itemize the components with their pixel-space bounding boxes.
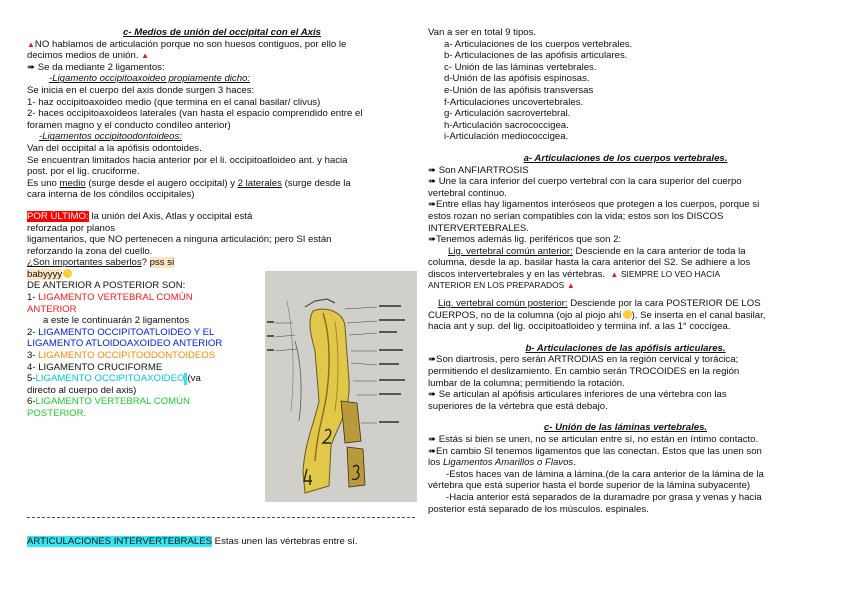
anterior-posterior-line: DE ANTERIOR A POSTERIOR SON:: [27, 280, 186, 292]
b-line: superiores de la vértebra que está debajo.: [428, 400, 608, 412]
a-ligament2-line: CUERPOS, no de la columna (ojo al piojo ahí ). Se inserta en el canal basilar,: [428, 309, 766, 321]
b-line: permitiendo el deslizamiento. En cambio serán TROCOIDES en la región: [428, 366, 740, 378]
a-ligament1: Lig. vertebral común anterior: Desciende en la cara anterior de toda la: [448, 245, 746, 257]
a-line: ➠ Une la cara inferior del cuerpo vertebral con la cara superior del cuerpo: [428, 176, 742, 188]
warning-triangle-icon: ▲: [27, 39, 35, 49]
anatomy-photo: [265, 271, 417, 502]
ligament1-line: Se inicia en el cuerpo del axis donde surgen 3 haces:: [27, 84, 255, 96]
a-ligament1-line: columna, desde la ap. basilar hasta la cara anterior del S2. Se adhiere a los: [428, 257, 751, 269]
ligament2-heading: -Ligamentos occipitoodontoideos:: [39, 131, 182, 143]
type-item: a- Articulaciones de los cuerpos vertebrales.: [444, 38, 633, 50]
a-ligament1-line: ANTERIOR EN LOS PREPARADOS ▲: [428, 280, 575, 291]
a-ligament2: Lig. vertebral común posterior: Desciende por la cara POSTERIOR DE LOS: [438, 298, 761, 310]
ligament-list-item-4: 4- LIGAMENTO CRUCIFORME: [27, 361, 163, 373]
ligament-list-item-1: 1- LIGAMENTO VERTEBRAL COMÚN: [27, 292, 193, 304]
type-item: c- Unión de las láminas vertebrales.: [444, 61, 597, 73]
surprised-emoji-icon: [623, 310, 632, 319]
a-line: vertebral continuo.: [428, 187, 507, 199]
a-ligament2-line: hacia ant y sup. del lig. occipitoatloideo y termina inf. a las 1° coccígea.: [428, 321, 731, 333]
b-line: ➠ Se articulan al apófisis articulares inferiores de una vértebra con las: [428, 389, 727, 401]
ligament-list-item-2-cont: LIGAMENTO ATLOIDOAXOIDEO ANTERIOR: [27, 338, 223, 350]
continuaran-line: a este le continuarán 2 ligamentos: [43, 315, 190, 327]
ligament2-line: Van del occipital a la apófisis odontoides.: [27, 142, 202, 154]
por-ultimo-paragraph: POR ÚLTIMO: la unión del Axis, Atlas y occipital está reforzada por planos: [27, 210, 253, 234]
type-item: g- Articulación sacrovertebral.: [444, 108, 571, 120]
ligament1-line: 1- haz occipitoaxoideo medio (que termina en el canal basilar/ clivus): [27, 96, 321, 108]
section-title-a: a- Articulaciones de los cuerpos vertebrales.: [523, 152, 728, 164]
ligament1-line: 2- haces occipitoaxoideos laterales (van hasta el espacio comprendido entre el: [27, 108, 363, 120]
por-ultimo-line: reforzando la zona del cuello.: [27, 245, 153, 257]
type-item: h-Articulación sacrococcigea.: [444, 119, 569, 131]
por-ultimo-line: ligamentarios, que NO pertenecen a ninguna articulación; pero SI están: [27, 234, 332, 246]
arrow-icon: ➠: [428, 234, 437, 246]
c-line: -Hacia anterior está separados de la duramadre por grasa y venas y hacia: [446, 491, 762, 503]
se-da-line: ➠ Se da mediante 2 ligamentos:: [27, 61, 165, 73]
articulaciones-intervertebrales-line: ARTICULACIONES INTERVERTEBRALES Estas unen las vértebras entre sí.: [27, 536, 358, 547]
es-uno-paragraph: Es uno medio (surge desde el augero occipital) y 2 laterales (surge desde la cara interna de los cóndilos occipitales): [27, 177, 351, 201]
section-title-occipital-axis: c- Medios de unión del occipital con el Axis: [123, 27, 321, 38]
type-item: d-Unión de las apófisis espinosas.: [444, 73, 590, 85]
c-line: posterior está separado de los músculos. espinales.: [428, 503, 649, 515]
warning-triangle-icon: ▲: [566, 281, 575, 291]
ligament1-line: foramen magno y el conducto condíleo anterior): [27, 119, 231, 131]
por-ultimo-highlight: POR ÚLTIMO:: [27, 210, 89, 222]
a-ligament1-line: discos intervertebrales y en las vértebras. ▲ SIEMPRE LO VEO HACIA: [428, 268, 721, 280]
question-line: ¿Son importantes saberlos? pss si: [27, 257, 175, 269]
articulaciones-highlight: ARTICULACIONES INTERVERTEBRALES: [27, 536, 212, 547]
arrow-icon: ➠: [27, 61, 36, 73]
a-line: ➠Entre ellas hay ligamentos interóseos que protegen a los cuerpos, porque si: [428, 199, 760, 211]
c-line: ➠ Estás si bien se unen, no se articulan entre sí, no están en íntimo contacto.: [428, 434, 759, 445]
arrow-icon: ➠: [428, 445, 437, 457]
ligament2-line: Se encuentran limitados hacia anterior por el li. occipitoatloideo ant. y hacia: [27, 154, 348, 166]
warning-triangle-icon: ▲: [141, 51, 150, 61]
ligament1-heading: -Ligamento occipitoaxoideo propiamente dicho:: [49, 73, 251, 85]
type-item: b- Articulaciones de las apófisis articulares.: [444, 50, 628, 62]
type-item: i-Articulación mediococcigea.: [444, 131, 569, 143]
a-line: ➠ Son ANFIARTROSIS: [428, 164, 529, 176]
arrow-icon: ➠: [428, 389, 437, 401]
section-divider: [27, 517, 415, 518]
c-line: los Ligamentos Amarillos o Flavos.: [428, 457, 576, 469]
arrow-icon: ➠: [428, 176, 437, 188]
a-line: INTERVERTEBRALES.: [428, 222, 529, 234]
ligament2-line: post. por el lig. cruciforme.: [27, 166, 140, 178]
ligament-list-item-1-cont: ANTERIOR: [27, 303, 77, 315]
ligament-list-item-6-cont: POSTERIOR.: [27, 408, 87, 419]
b-line: lumbar de la columna; permitiendo la rotación.: [428, 377, 625, 389]
ligament-list-item-6: 6-LIGAMENTO VERTEBRAL COMÚN: [27, 396, 190, 408]
c-line: vértebra que está superior hasta el borde superior de la lámina subyacente): [428, 480, 751, 492]
b-line: ➠Son diartrosis, pero serán ARTRODIAS en la región cervical y torácica;: [428, 354, 739, 366]
section-title-c: c- Unión de las láminas vertebrales.: [543, 422, 708, 434]
babyyyy-line: babyyyy: [27, 269, 417, 281]
arrow-icon: ➠: [428, 199, 437, 211]
arrow-icon: ➠: [428, 354, 437, 366]
arrow-icon: ➠: [428, 434, 437, 445]
c-line: -Estos haces van de lámina a lámina.(de la cara anterior de la lámina de la: [446, 468, 764, 480]
ligament-list-item-3: 3- LIGAMENTO OCCIPITOODONTOIDEOS: [27, 350, 216, 362]
arrow-icon: ➠: [428, 164, 437, 176]
ligament-list-item-2: 2- LIGAMENTO OCCIPITOATLOIDEO Y EL: [27, 326, 215, 338]
a-line: ➠Tenemos además lig. periféricos que son 2:: [428, 234, 622, 246]
spine-illustration: [265, 271, 417, 502]
type-item: e-Unión de las apófisis transversas: [444, 84, 594, 96]
right-column: [428, 27, 823, 515]
types-intro: Van a ser en total 9 tipos.: [428, 27, 537, 38]
intro-paragraph: ▲NO hablamos de articulación porque no son huesos contiguos, por ello le decimos medios de unión. ▲: [27, 38, 347, 62]
c-line: ➠En cambio SI tenemos ligamentos que las conectan. Estos que las unen son: [428, 445, 762, 457]
smirk-emoji-icon: [63, 269, 72, 278]
ligament-list-item-5-cont: directo al cuerpo del axis): [27, 384, 137, 396]
section-title-b: b- Articulaciones de las apófisis articulares.: [525, 342, 726, 354]
warning-triangle-icon: ▲: [610, 269, 619, 279]
ligament-list-item-5: 5-LIGAMENTO OCCIPITOAXOIDEO (va: [27, 373, 201, 385]
a-line: estos rozan no serían compatibles con la vida; estos son los DISCOS: [428, 210, 724, 222]
type-item: f-Articulaciones uncovertebrales.: [444, 96, 584, 108]
